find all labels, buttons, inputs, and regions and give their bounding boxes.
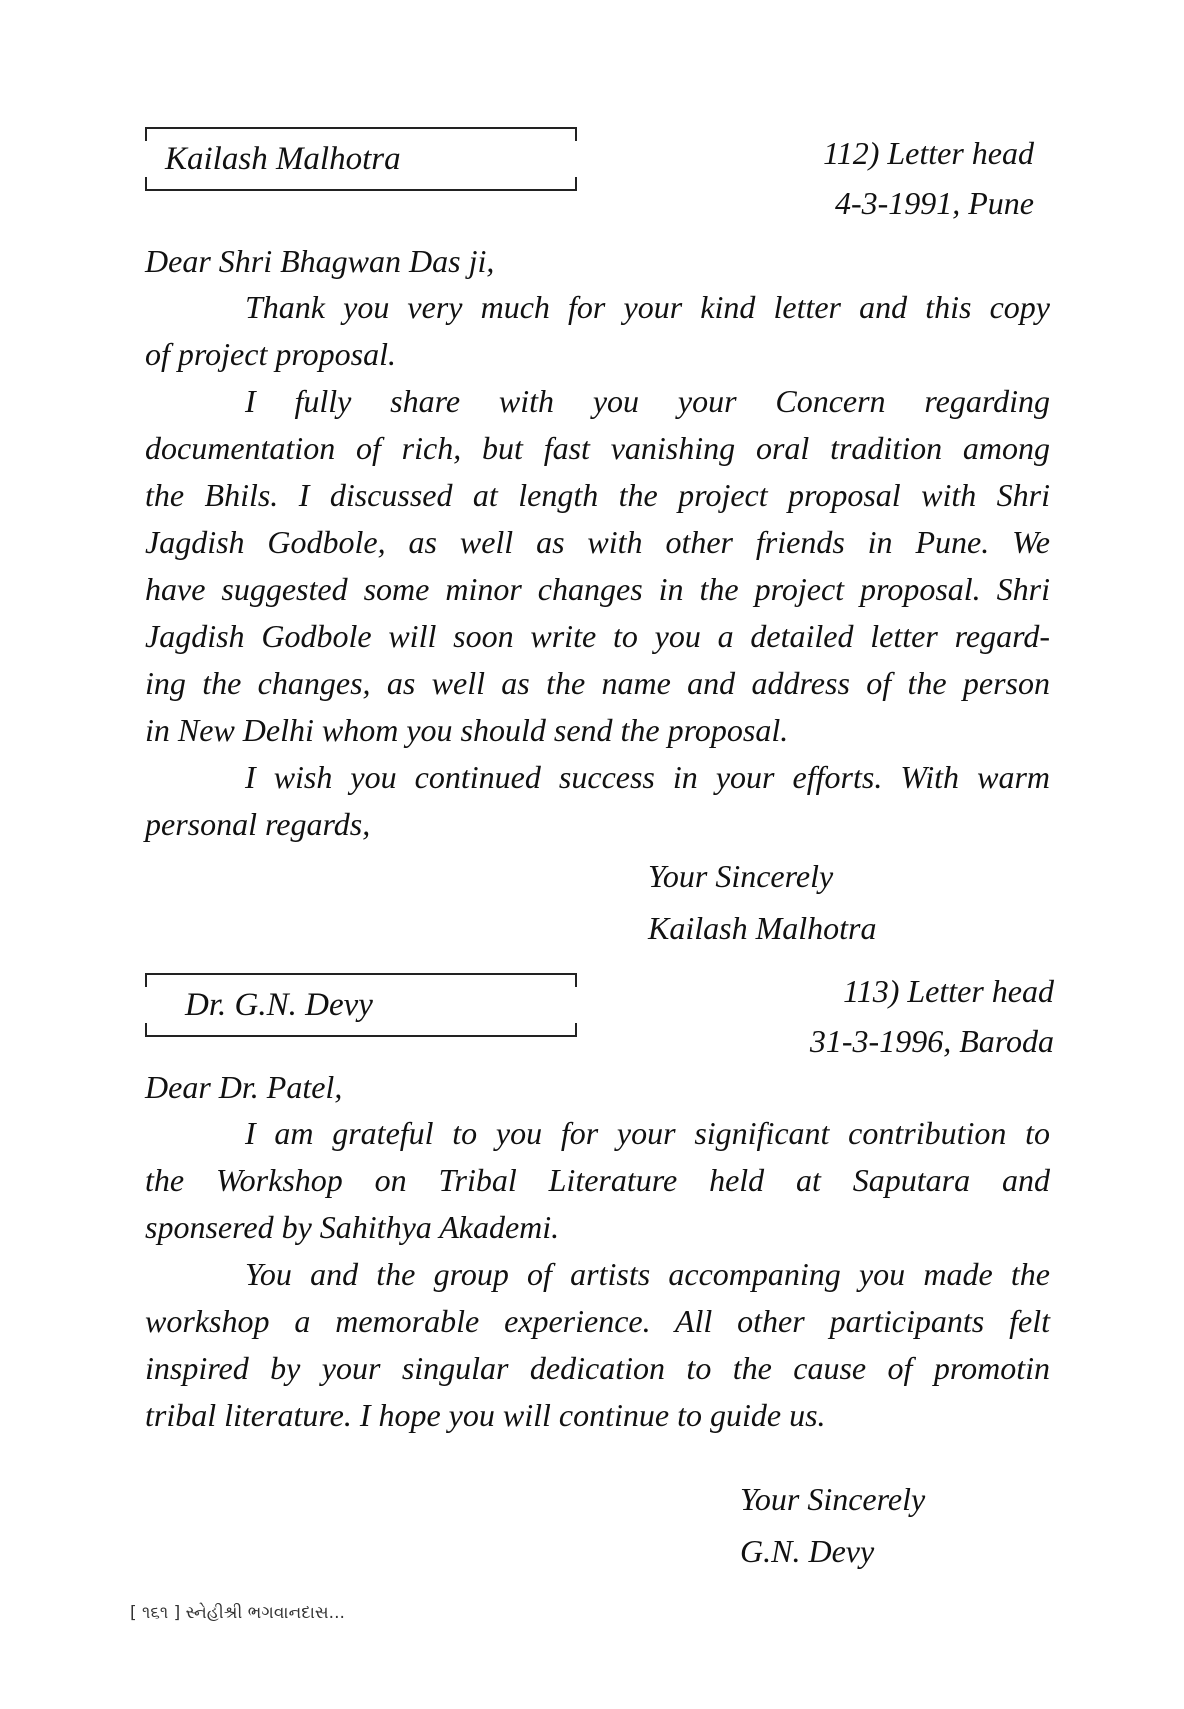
letter-meta [810, 966, 1054, 1066]
sender-name: Kailash Malhotra [165, 141, 401, 177]
body-line: in New Delhi whom you should send the proposal. [145, 712, 789, 748]
salutation: Dear Dr. Patel, [145, 1069, 343, 1105]
body-line: the Bhils. I discussed at length the project proposal with Shri [145, 477, 1050, 513]
body-line: sponsered by Sahithya Akademi. [145, 1209, 560, 1245]
body-line: workshop a memorable experience. All other participants felt [145, 1303, 1050, 1339]
signature-block [740, 1473, 925, 1577]
body-line: I am grateful to you for your significant contribution to [245, 1115, 1050, 1151]
body-line: Jagdish Godbole will soon write to you a detailed letter regard- [145, 618, 1050, 654]
letter-date-place: 31-3-1996, Baroda [809, 1023, 1054, 1059]
body-line: I wish you continued success in your efforts. With warm [245, 759, 1050, 795]
body-line: personal regards, [145, 806, 371, 842]
body-line: tribal literature. I hope you will continue to guide us. [145, 1397, 826, 1433]
body-line: of project proposal. [145, 336, 396, 372]
letter-meta [823, 128, 1034, 228]
letter-number: 112) Letter head [823, 135, 1034, 171]
body-line: ing the changes, as well as the name and address of the person [145, 665, 1050, 701]
page-footer: [ ૧૬૧ ] સ્નેહીશ્રી ભગવાનદાસ... [130, 1603, 345, 1623]
body-line: documentation of rich, but fast vanishing oral tradition among [145, 430, 1050, 466]
body-line: the Workshop on Tribal Literature held at Saputara and [145, 1162, 1050, 1198]
body-line: have suggested some minor changes in the project proposal. Shri [145, 571, 1050, 607]
signature: Kailash Malhotra [648, 910, 877, 946]
salutation: Dear Shri Bhagwan Das ji, [145, 243, 495, 279]
sender-name: Dr. G.N. Devy [185, 987, 373, 1023]
body-line: I fully share with you your Concern regarding [245, 383, 1050, 419]
body-line: You and the group of artists accompaning you made the [245, 1256, 1050, 1292]
body-line: Thank you very much for your kind letter and this copy [245, 289, 1050, 325]
signature: G.N. Devy [740, 1533, 875, 1569]
closing: Your Sincerely [648, 858, 834, 894]
body-line: inspired by your singular dedication to the cause of promotin [145, 1350, 1050, 1386]
sender-name-box [145, 973, 577, 1037]
closing: Your Sincerely [740, 1481, 926, 1517]
sender-name-box [145, 127, 577, 191]
letter-date-place: 4-3-1991, Pune [834, 185, 1034, 221]
body-line: Jagdish Godbole, as well as with other friends in Pune. We [145, 524, 1050, 560]
letter-number: 113) Letter head [843, 973, 1054, 1009]
signature-block [648, 850, 876, 954]
